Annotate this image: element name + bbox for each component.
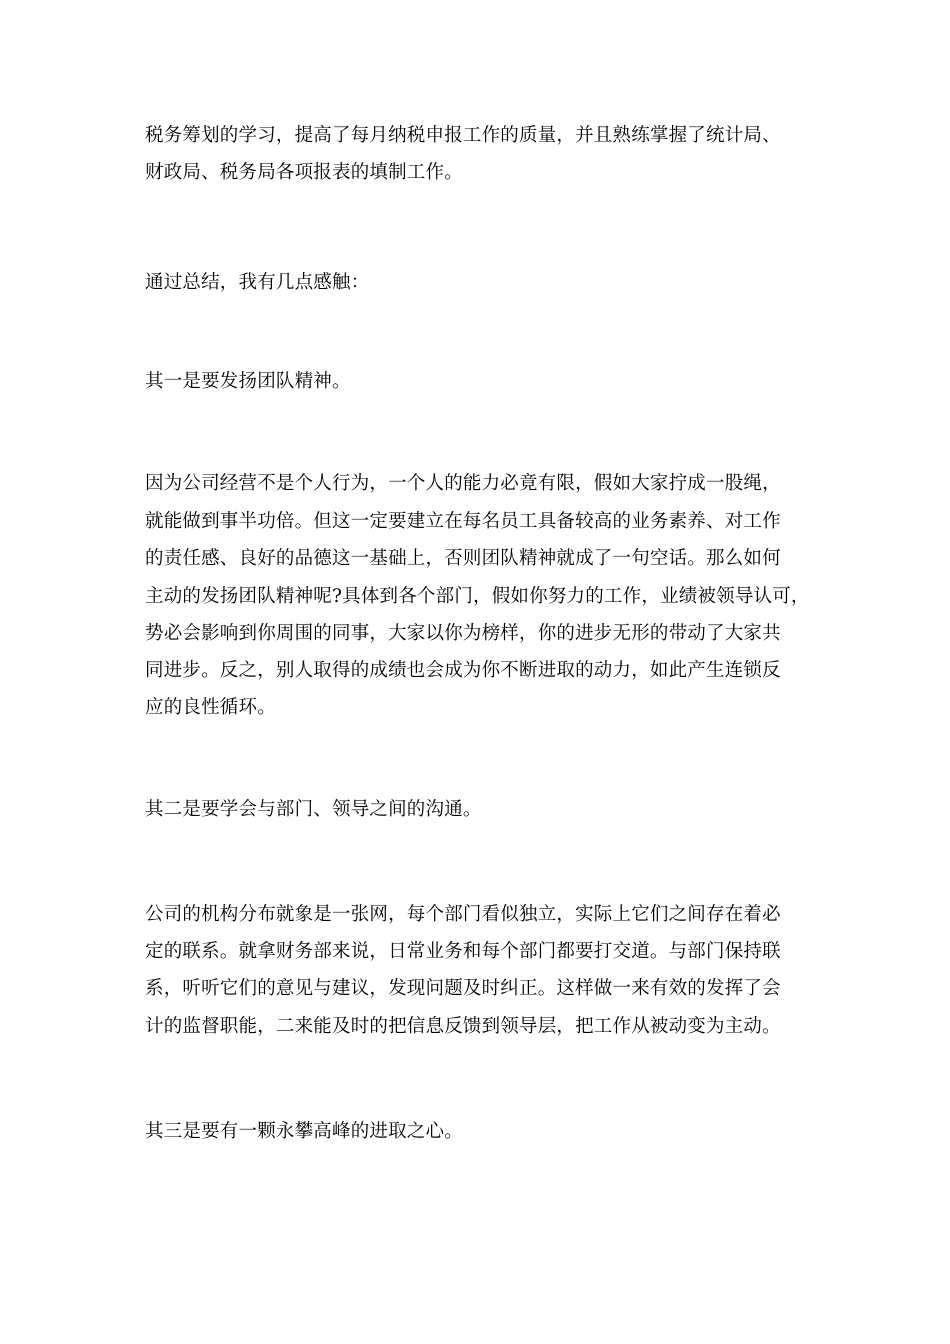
text-line: 通过总结，我有几点感触： — [145, 272, 370, 293]
text-line: 其二是要学会与部门、领导之间的沟通。 — [145, 799, 482, 820]
text-line: 系，听听它们的意见与建议，发现问题及时纠正。这样做一来有效的发挥了会 — [145, 978, 781, 999]
text-line: 财政局、税务局各项报表的填制工作。 — [145, 162, 463, 183]
text-line: 应的良性循环。 — [145, 697, 276, 718]
text-line: 主动的发扬团队精神呢?具体到各个部门，假如你努力的工作，业绩被领导认可， — [145, 586, 810, 607]
text-line: 同进步。反之，别人取得的成绩也会成为你不断进取的动力，如此产生连锁反 — [145, 660, 781, 681]
text-line: 就能做到事半功倍。但这一定要建立在每名员工具备较高的业务素养、对工作 — [145, 511, 781, 532]
text-line: 税务筹划的学习，提高了每月纳税申报工作的质量，并且熟练掌握了统计局、 — [145, 125, 781, 146]
text-line: 因为公司经营不是个人行为，一个人的能力必竟有限，假如大家拧成一股绳， — [145, 473, 781, 494]
text-line: 其三是要有一颗永攀高峰的进取之心。 — [145, 1121, 463, 1142]
text-line: 势必会影响到你周围的同事，大家以你为榜样，你的进步无形的带动了大家共 — [145, 623, 781, 644]
text-line: 计的监督职能，二来能及时的把信息反馈到领导层，把工作从被动变为主动。 — [145, 1016, 781, 1037]
text-line: 定的联系。就拿财务部来说，日常业务和每个部门都要打交道。与部门保持联 — [145, 941, 781, 962]
text-line: 公司的机构分布就象是一张网，每个部门看似独立，实际上它们之间存在着必 — [145, 904, 781, 925]
text-line: 其一是要发扬团队精神。 — [145, 371, 351, 392]
text-line: 的责任感、良好的品德这一基础上，否则团队精神就成了一句空话。那么如何 — [145, 548, 781, 569]
